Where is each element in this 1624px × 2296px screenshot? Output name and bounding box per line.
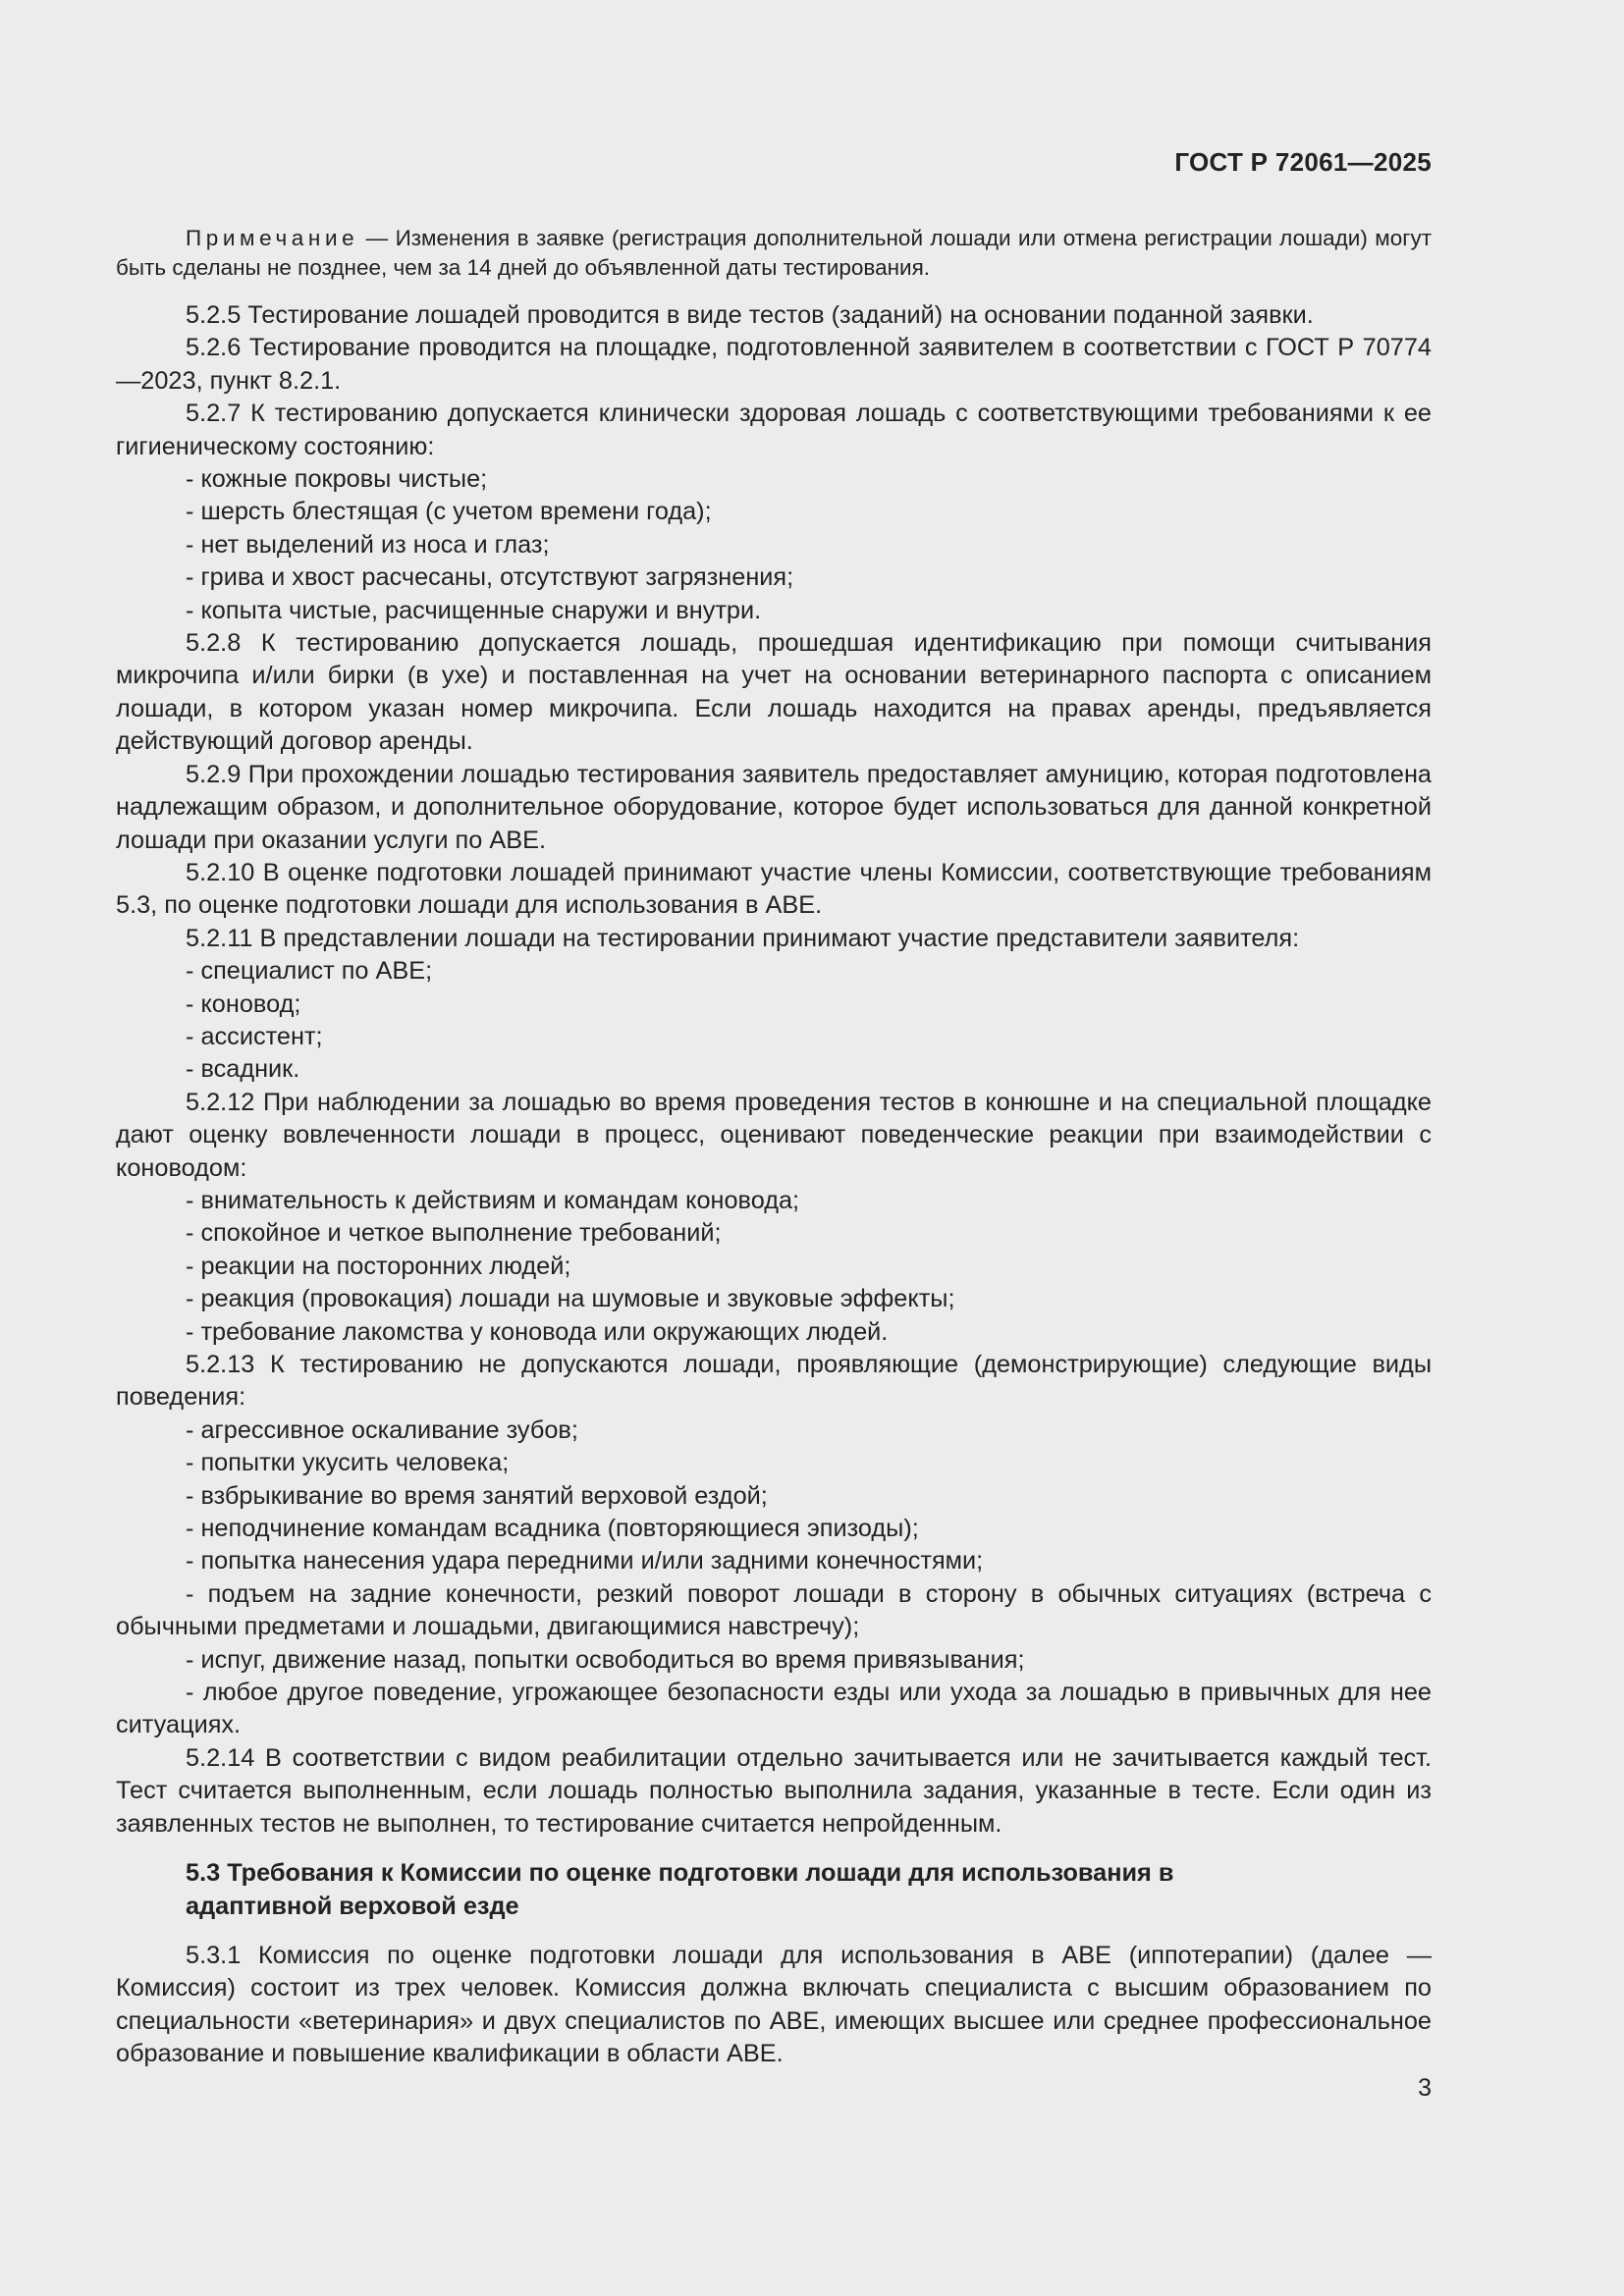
- clause-5-2-13: 5.2.13 К тестированию не допускаются лошади, проявляющие (демонстрирующие) следующие виды поведения:: [116, 1351, 1432, 1412]
- list-item: - испуг, движение назад, попытки освободиться во время привязывания;: [186, 1645, 1025, 1674]
- clause-5-2-8: 5.2.8 К тестированию допускается лошадь, прошедшая идентификацию при помощи считывания микрочипа и/или бирки (в ухе) и поставленная на учет на основании ветеринарного паспорта с описанием лошади, в котором указан номер микрочипа. Если лошадь находится на правах аренды, предъявляется действующий договор аренды.: [116, 629, 1432, 756]
- list-item: - попытка нанесения удара передними и/или задними конечностями;: [186, 1547, 984, 1575]
- clause-5-2-10: 5.2.10 В оценке подготовки лошадей принимают участие члены Комиссии, соответствующие требованиям 5.3, по оценке подготовки лошади для использования в АВЕ.: [116, 858, 1432, 920]
- page-number: 3: [1418, 2074, 1432, 2102]
- clause-5-2-7: 5.2.7 К тестированию допускается клинически здоровая лошадь с соответствующими требованиями к ее гигиеническому состоянию:: [116, 400, 1432, 460]
- list-item: - попытки укусить человека;: [186, 1449, 510, 1477]
- document-body: [116, 224, 1432, 2071]
- list-item: - требование лакомства у коновода или окружающих людей.: [186, 1317, 889, 1346]
- list-item: - шерсть блестящая (с учетом времени года);: [186, 498, 712, 526]
- list-item: - специалист по АВЕ;: [186, 957, 433, 986]
- clause-5-3-1: 5.3.1 Комиссия по оценке подготовки лошади для использования в АВЕ (иппотерапии) (далее — Комиссия) состоит из трех человек. Комиссия должна включать специалиста с высшим образованием по специальности «ветеринария» и двух специалистов по АВЕ, имеющих высшее или среднее профессиональное образование и повышение квалификации в области АВЕ.: [116, 1941, 1432, 2068]
- section-heading-5-3: 5.3 Требования к Комиссии по оценке подготовки лошади для использования в адаптивной верховой езде: [186, 1859, 1174, 1920]
- clause-5-2-11: 5.2.11 В представлении лошади на тестировании принимают участие представители заявителя:: [186, 924, 1300, 952]
- list-item: - подъем на задние конечности, резкий поворот лошади в сторону в обычных ситуациях (встреча с обычными предметами и лошадьми, двигающимися навстречу);: [116, 1579, 1432, 1641]
- list-item: - внимательность к действиям и командам коновода;: [186, 1186, 800, 1214]
- note-paragraph: [116, 224, 1432, 283]
- list-item: - кожные покровы чистые;: [186, 465, 488, 494]
- list-item: - коновод;: [186, 989, 301, 1018]
- list-item: - всадник.: [186, 1055, 300, 1084]
- document-code-header: ГОСТ Р 72061—2025: [1174, 147, 1432, 177]
- list-item: - агрессивное оскаливание зубов;: [186, 1415, 578, 1444]
- list-item: - реакция (провокация) лошади на шумовые и звуковые эффекты;: [186, 1285, 955, 1313]
- list-item: - неподчинение командам всадника (повторяющиеся эпизоды);: [186, 1515, 919, 1543]
- clause-5-2-6: 5.2.6 Тестирование проводится на площадке, подготовленной заявителем в соответствии с ГОСТ Р 70774—2023, пункт 8.2.1.: [116, 334, 1432, 395]
- clause-5-2-12: 5.2.12 При наблюдении за лошадью во время проведения тестов в конюшне и на специальной площадке дают оценку вовлеченности лошади в процесс, оценивают поведенческие реакции при взаимодействии с коноводом:: [116, 1088, 1432, 1182]
- list-item: - нет выделений из носа и глаз;: [186, 530, 550, 559]
- list-item: - грива и хвост расчесаны, отсутствуют загрязнения;: [186, 563, 794, 592]
- list-item: - взбрыкивание во время занятий верховой ездой;: [186, 1481, 768, 1510]
- list-item: - любое другое поведение, угрожающее безопасности езды или ухода за лошадью в привычных для нее ситуациях.: [116, 1679, 1432, 1739]
- clause-5-2-14: 5.2.14 В соответствии с видом реабилитации отдельно зачитывается или не зачитывается каждый тест. Тест считается выполненным, если лошадь полностью выполнила задания, указанные в тесте. Если один из заявленных тестов не выполнен, то тестирование считается непройденным.: [116, 1743, 1432, 1838]
- note-label: Примечание: [186, 226, 359, 250]
- note-text: — Изменения в заявке (регистрация дополнительной лошади или отмена регистрации лошади) могут быть сделаны не позднее, чем за 14 дней до объявленной даты тестирования.: [116, 226, 1432, 280]
- clause-5-2-5: 5.2.5 Тестирование лошадей проводится в виде тестов (заданий) на основании поданной заявки.: [186, 301, 1314, 329]
- clause-5-2-9: 5.2.9 При прохождении лошадью тестирования заявитель предоставляет амуницию, которая подготовлена надлежащим образом, и дополнительное оборудование, которое будет использоваться для данной конкретной лошади при оказании услуги по АВЕ.: [116, 760, 1432, 854]
- list-item: - копыта чистые, расчищенные снаружи и внутри.: [186, 596, 762, 624]
- list-item: - ассистент;: [186, 1022, 323, 1050]
- list-item: - спокойное и четкое выполнение требований;: [186, 1219, 722, 1248]
- list-item: - реакции на посторонних людей;: [186, 1252, 571, 1280]
